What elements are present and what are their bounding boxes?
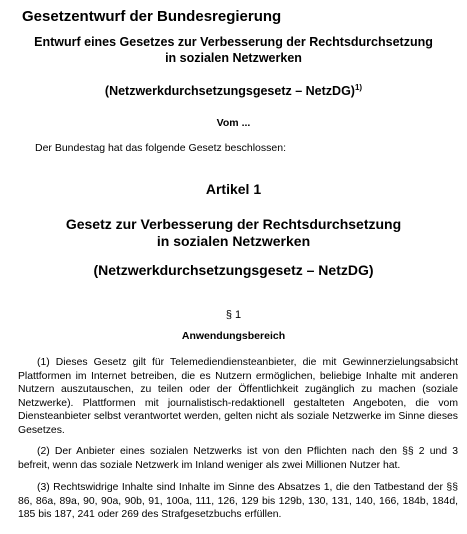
draft-title-line-1: Entwurf eines Gesetzes zur Verbesserung der Rechtsdurchsetzung [34, 35, 433, 49]
enactment-clause: Der Bundestag hat das folgende Gesetz beschlossen: [35, 142, 286, 154]
draft-title-line-2: in sozialen Netzwerken [165, 51, 302, 65]
article-heading: Artikel 1 [205, 181, 262, 197]
law-title-line-2: in sozialen Netzwerken [156, 233, 311, 249]
section-title: Anwendungsbereich [181, 330, 286, 342]
draft-short-title-text: (Netzwerkdurchsetzungsgesetz – NetzDG) [104, 84, 355, 98]
vom-line: Vom ... [216, 117, 251, 129]
section-number: § 1 [225, 309, 242, 321]
section-paragraph-2: (2) Der Anbieter eines sozialen Netzwerks ist von den Pflichten nach den §§ 2 und 3 befreit, wenn das soziale Netzwerk im Inland weniger als zwei Millionen Nutzer hat. [18, 446, 458, 471]
law-title-line-1: Gesetz zur Verbesserung der Rechtsdurchsetzung [65, 216, 402, 232]
footnote-marker: 1) [354, 82, 363, 92]
draft-short-title [0, 84, 467, 98]
law-title [0, 216, 467, 250]
document-title: Gesetzentwurf der Bundesregierung [22, 8, 282, 25]
law-short-title: (Netzwerkdurchsetzungsgesetz – NetzDG) [93, 262, 374, 278]
section-paragraph-1: (1) Dieses Gesetz gilt für Telemediendiensteanbieter, die mit Gewinnerzielungsabsicht Plattformen im Internet betreiben, die es Nutzern ermöglichen, beliebige Inhalte mit anderen Nutzern auszutauschen, zu teilen oder der Öffentlichkeit zugänglich zu machen (soziale Netzwerke). Plattformen mit journalistisch-redaktionell gestalteten Angeboten, die vom Diensteanbieter selbst verantwortet werden, gelten nicht als soziale Netzwerke im Sinne dieses Gesetzes. [18, 357, 458, 436]
section-paragraph-3: (3) Rechtswidrige Inhalte sind Inhalte im Sinne des Absatzes 1, die den Tatbestand der §§ 86, 86a, 89a, 90, 90a, 90b, 91, 100a, 111, 126, 129 bis 129b, 130, 131, 140, 166, 184b, 184d, 185 bis 187, 241 oder 269 des Strafgesetzbuchs erfüllen. [18, 482, 458, 520]
draft-title [0, 34, 467, 66]
